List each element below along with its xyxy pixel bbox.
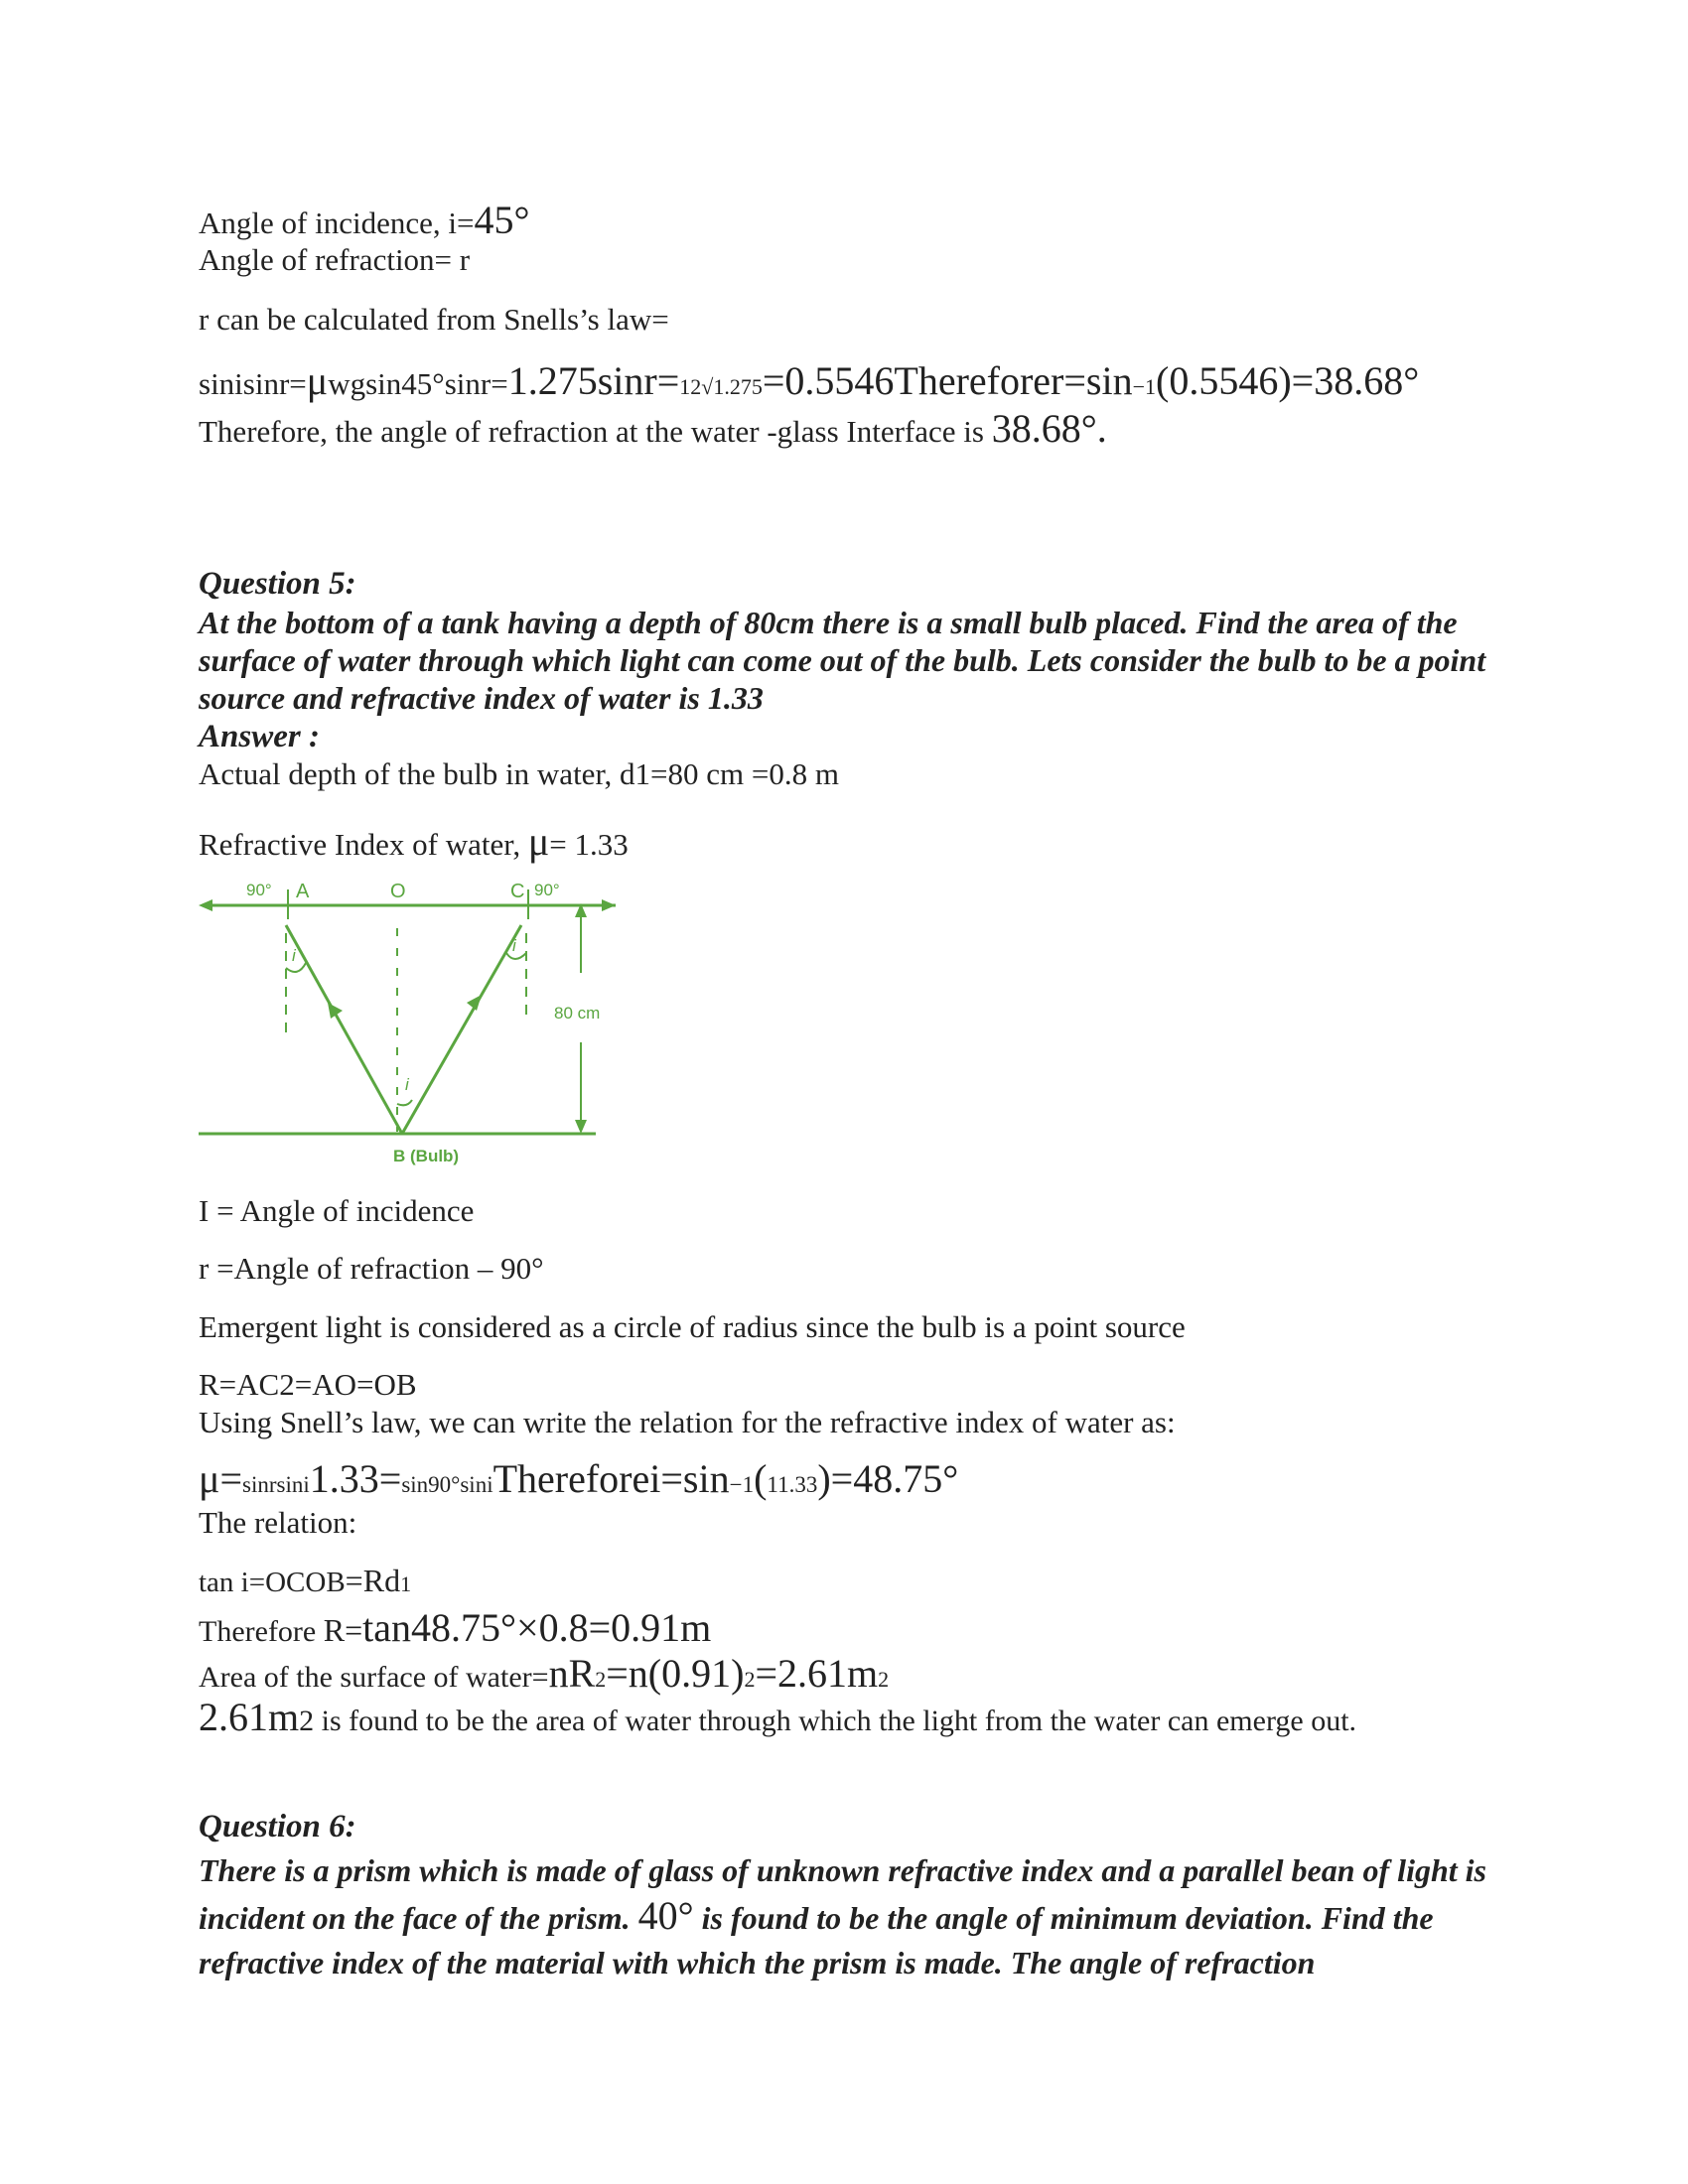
- ray-left: [286, 925, 402, 1134]
- tank-diagram: [199, 874, 626, 1171]
- question-6-text: There is a prism which is made of glass of unknown refractive index and a parallel bean of light is incident on the face of the prism. 40° is found to be the angle of minimum deviation. Find the refractive index of the material with which the prism is made. The angle of refraction: [199, 1852, 1486, 1980]
- angle-label-right: 90°: [534, 881, 560, 899]
- mark-i-center: i: [405, 1075, 409, 1094]
- mark-i-left: i: [292, 946, 296, 965]
- min-deviation-value: 40°: [637, 1893, 694, 1938]
- incidence-definition: I = Angle of incidence: [199, 1193, 475, 1228]
- angle-arc-left: [286, 963, 306, 972]
- mark-i-right: i: [512, 936, 516, 955]
- equation-water-index: μ=sinrsini1.33=sin90°siniThereforei=sin−1(11.33)=48.75°: [199, 1456, 959, 1501]
- incidence-value: 45°: [474, 198, 530, 242]
- label-c: C: [510, 881, 525, 902]
- ray-right: [402, 925, 521, 1134]
- label-o: O: [390, 881, 406, 902]
- area-equation: Area of the surface of water=nR2=n(0.91)2=2.61m2: [199, 1651, 890, 1696]
- arrowhead-right: [602, 899, 616, 911]
- depth-label: 80 cm: [554, 1004, 601, 1023]
- incidence-line: [199, 199, 1519, 243]
- depth-line: Actual depth of the bulb in water, d1=80 cm =0.8 m: [199, 756, 839, 791]
- arrowhead-left: [199, 899, 212, 911]
- answer-label: Answer :: [199, 719, 320, 754]
- refractive-index-line: Refractive Index of water, μ= 1.33: [199, 819, 629, 864]
- conclusion-value: 38.68°.: [991, 406, 1107, 451]
- refraction-definition: r =Angle of refraction – 90°: [199, 1251, 544, 1286]
- refraction-line: Angle of refraction= r: [199, 242, 471, 277]
- question-6-heading: Question 6:: [199, 1809, 356, 1844]
- angle-arc-right: [506, 953, 526, 959]
- relation-label: The relation:: [199, 1505, 357, 1540]
- equation-snell: sinisinr=μwgsin45°sinr=1.275sinr=12√1.275=0.5546Thereforer=sin−1(0.5546)=38.68°: [199, 358, 1420, 403]
- ray-right-arrowhead: [467, 995, 482, 1011]
- area-conclusion: 2.61m2 is found to be the area of water through which the light from the water can emerge out.: [199, 1695, 1357, 1739]
- depth-arrowhead-bottom: [575, 1120, 587, 1134]
- emergent-light-text: Emergent light is considered as a circle of radius since the bulb is a point source: [199, 1309, 1186, 1344]
- snell-intro: r can be calculated from Snells’s law=: [199, 302, 669, 337]
- incidence-label: Angle of incidence, i=: [199, 205, 475, 240]
- radius-result: Therefore R=tan48.75°×0.8=0.91m: [199, 1605, 712, 1650]
- label-a: A: [296, 881, 310, 902]
- tan-equation: tan i=OCOB=Rd1: [199, 1563, 412, 1598]
- radius-equation: R=AC2=AO=OB: [199, 1367, 417, 1402]
- angle-arc-center: [397, 1100, 412, 1105]
- refraction-conclusion: Therefore, the angle of refraction at the water -glass Interface is 38.68°.: [199, 406, 1107, 451]
- bulb-label: B (Bulb): [393, 1147, 460, 1165]
- snell-relation-text: Using Snell’s law, we can write the relation for the refractive index of water as:: [199, 1405, 1176, 1439]
- question-5-text: At the bottom of a tank having a depth of 80cm there is a small bulb placed. Find the area of the surface of water through which light can come out of the bulb. Lets consider the bulb to be a point source and refractive index of water is 1.33: [199, 605, 1486, 716]
- angle-label-left: 90°: [246, 881, 272, 899]
- question-5-heading: Question 5:: [199, 566, 356, 602]
